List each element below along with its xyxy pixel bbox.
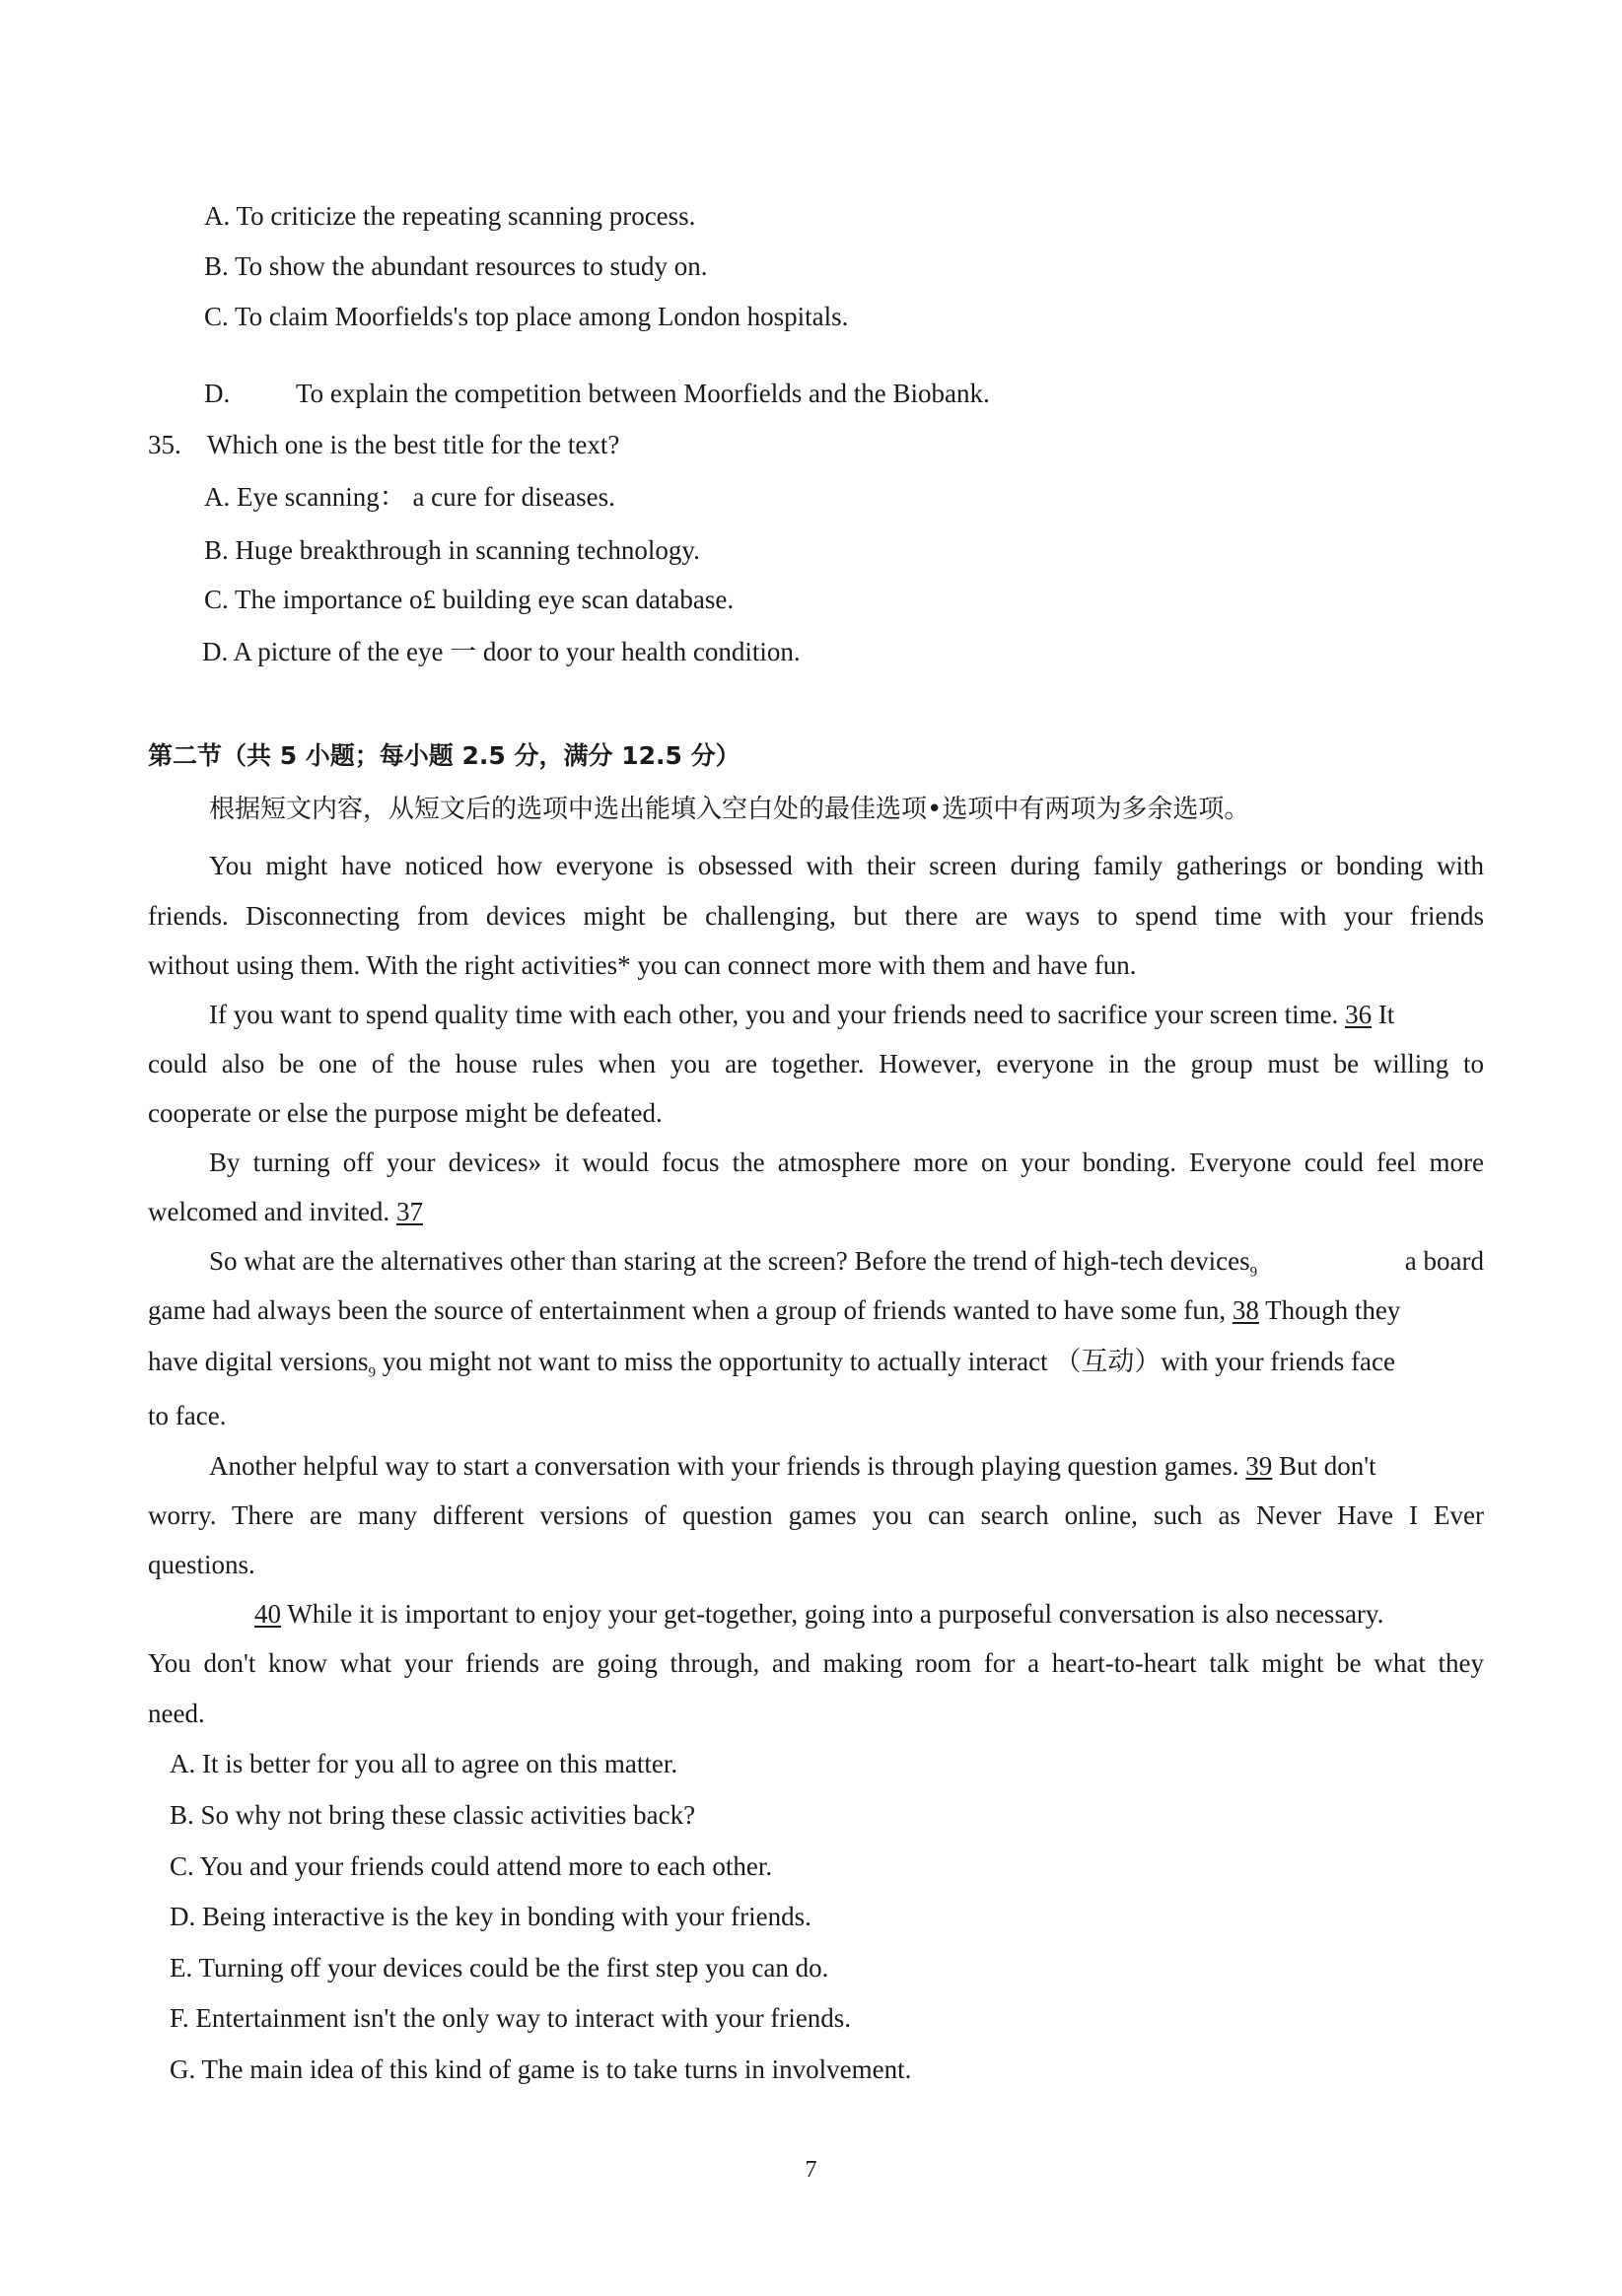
blank-38: 38	[1232, 1295, 1259, 1325]
q35-number: 35.	[148, 430, 181, 459]
passage-p2-line1	[209, 998, 1394, 1031]
blank-39: 39	[1245, 1451, 1273, 1481]
option-g: G. The main idea of this kind of game is to take turns in involvement.	[170, 2054, 912, 2084]
passage-p5-line2: worry. There are many different versions of question games you can search online, such as Never Have I Ever	[148, 1500, 1484, 1530]
passage-p4-text2: a board	[1404, 1246, 1484, 1276]
q35-option-a: A. Eye scanning： a cure for diseases.	[204, 482, 615, 512]
q34-option-b: B. To show the abundant resources to study on.	[204, 251, 708, 281]
option-f: F. Entertainment isn't the only way to interact with your friends.	[170, 2003, 852, 2033]
passage-p2-line3: cooperate or else the purpose might be defeated.	[148, 1098, 663, 1128]
passage-p6-line1	[254, 1597, 1383, 1631]
passage-p1-line1: You might have noticed how everyone is obsessed with their screen during family gatherings or bonding with	[209, 851, 1484, 880]
passage-p5-line3: questions.	[148, 1550, 255, 1579]
q35-option-c: C. The importance o£ building eye scan database.	[204, 585, 735, 614]
subscript-9: 9	[1249, 1264, 1258, 1281]
passage-p6-line2: You don't know what your friends are going through, and making room for a heart-to-heart talk might be what they	[148, 1648, 1484, 1678]
passage-p2-after: It	[1377, 1000, 1395, 1029]
passage-p4-text5: have digital versions	[148, 1347, 369, 1376]
q34-option-d-letter: D.	[204, 379, 231, 408]
q35-option-d: D. A picture of the eye 一 door to your health condition.	[202, 637, 801, 666]
passage-p2-line2: could also be one of the house rules when you are together. However, everyone in the group must be willing to	[148, 1049, 1484, 1078]
q34-option-a: A. To criticize the repeating scanning process.	[204, 201, 696, 231]
passage-p2-text: If you want to spend quality time with each other, you and your friends need to sacrifice your screen time.	[209, 1000, 1339, 1029]
blank-40: 40	[254, 1599, 281, 1629]
passage-p6-text1: While it is important to enjoy your get-together, going into a purposeful conversation is also necessary.	[287, 1599, 1384, 1629]
option-d: D. Being interactive is the key in bonding with your friends.	[170, 1902, 811, 1931]
subscript-9b: 9	[368, 1364, 376, 1381]
passage-p4-text4: Though they	[1265, 1295, 1401, 1325]
passage-p4-line2	[148, 1293, 1400, 1327]
passage-p5-text1: Another helpful way to start a conversation with your friends is through playing question games.	[209, 1451, 1239, 1481]
q34-option-c: C. To claim Moorfields's top place among London hospitals.	[204, 302, 849, 331]
q34-option-d-text: To explain the competition between Moorfields and the Biobank.	[296, 379, 990, 408]
passage-p3-line1: By turning off your devices» it would focus the atmosphere more on your bonding. Everyone could feel more	[209, 1148, 1484, 1177]
passage-p3-text: welcomed and invited.	[148, 1197, 390, 1226]
passage-p3-line2	[148, 1195, 423, 1228]
option-a: A. It is better for you all to agree on this matter.	[170, 1749, 678, 1778]
passage-p5-line1	[209, 1449, 1376, 1483]
page-number: 7	[805, 2157, 817, 2183]
section2-instruction: 根据短文内容，从短文后的选项中选出能填入空白处的最佳选项•选项中有两项为多余选项。	[209, 795, 1250, 824]
option-c: C. You and your friends could attend more to each other.	[170, 1851, 773, 1881]
passage-p4-text3: game had always been the source of entertainment when a group of friends wanted to have some fun,	[148, 1295, 1227, 1325]
passage-p1-line3: without using them. With the right activities* you can connect more with them and have fun.	[148, 950, 1137, 980]
passage-p4-text6: you might not want to miss the opportunity to actually interact （互动）with your friends face	[382, 1347, 1396, 1376]
passage-p4-line3	[148, 1345, 1395, 1389]
blank-37: 37	[395, 1197, 423, 1226]
passage-p5-text2: But don't	[1279, 1451, 1376, 1481]
section2-heading: 第二节（共 5 小题；每小题 2.5 分，满分 12.5 分）	[148, 741, 740, 770]
passage-p4-text1: So what are the alternatives other than staring at the screen? Before the trend of high-tech devices$_9$	[209, 1246, 1258, 1281]
blank-36: 36	[1345, 1000, 1373, 1029]
passage-p4-line4: to face.	[148, 1401, 227, 1430]
passage-p4-line1	[209, 1244, 1484, 1288]
q35-stem: Which one is the best title for the text?	[207, 430, 620, 459]
option-b: B. So why not bring these classic activities back?	[170, 1800, 696, 1830]
q35-option-b: B. Huge breakthrough in scanning technology.	[204, 535, 700, 565]
passage-p6-line3: need.	[148, 1699, 205, 1728]
passage-p1-line2: friends. Disconnecting from devices might be challenging, but there are ways to spend time with your friends	[148, 901, 1484, 931]
option-e: E. Turning off your devices could be the first step you can do.	[170, 1953, 829, 1983]
